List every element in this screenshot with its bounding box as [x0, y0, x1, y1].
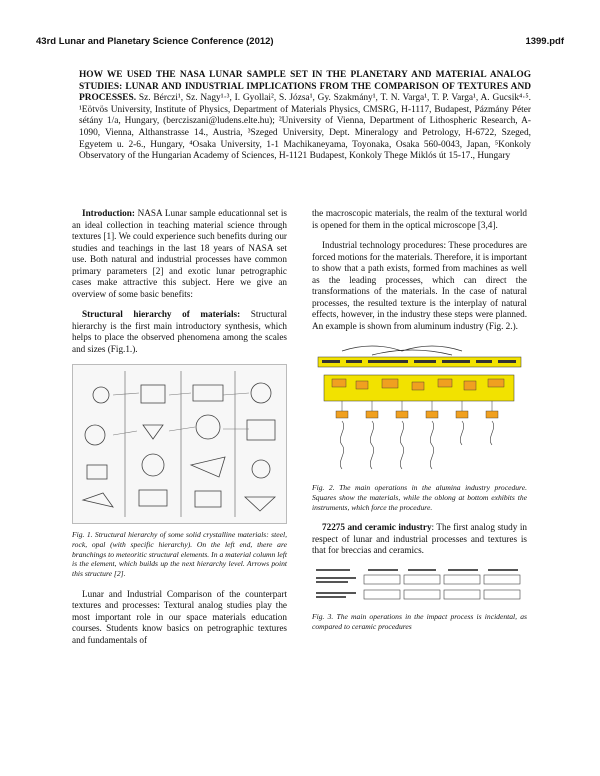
structural-text: Structural hierarchy is the first main introductory synthesis, which helps to place the observed phenomena among the scales and sizes (Fig.1.).	[72, 309, 287, 354]
intro-heading: Introduction:	[82, 208, 135, 218]
page-header	[36, 36, 564, 50]
hierarchy-sketch	[73, 365, 287, 523]
ceramic-comparison-table	[312, 566, 527, 606]
structural-paragraph	[72, 309, 287, 355]
figure-3-image	[312, 566, 527, 606]
ceramic-text: : The first analog study in respect of lunar and industrial processes and textures is that for breccias and ceramics.	[312, 522, 527, 556]
intro-paragraph	[72, 208, 287, 300]
right-column	[312, 208, 527, 641]
intro-text: NASA Lunar sample educationnal set is an ideal collection in teaching material science through textures [1]. We could experience such benefits during our studies and teachings in the last 18 years of NASA set use. Both natural and industrial processes have common primary parameters [2] and exotic lunar petrographic cases make attractive this subject. Here we give an overview of some basic benefits:	[72, 208, 287, 299]
figure-3-caption: Fig. 3. The main operations in the impact process is incidental, as compared to ceramic procedures	[312, 611, 527, 631]
paper-title: HOW WE USED THE NASA LUNAR SAMPLE SET IN THE PLANETARY AND MATERIAL ANALOG STUDIES: LUNAR AND INDUSTRIAL IMPLICATIONS FROM THE COMPARISON OF TEXTURES AND PROCESSES.	[79, 70, 531, 104]
figure-2-caption: Fig. 2. The main operations in the alumina industry procedure. Squares show the materials, while the oblong at bottom exhibits the instruments, which force the procedure.	[312, 483, 527, 512]
comparison-paragraph: Lunar and Industrial Comparison of the counterpart textures and processes: Textural analog studies play the most important role in our space materials education courses. Students know basics on petrographic textures and fundamentals of	[72, 588, 287, 645]
alumina-flow-diagram	[312, 341, 527, 477]
authors-affiliations: Sz. Bérczi¹, Sz. Nagy¹·³, I. Gyollai², S. Józsa¹, Gy. Szakmány¹, T. N. Varga¹, T. P. Varga¹, A. Gucsik⁴·⁵. ¹Eötvös University, Institute of Physics, Department of Materials Physics, CMSRG, H-1117, Budapest, Pázmány Péter sétány 1/a, Hungary, (bercziszani@ludens.elte.hu); ²University of Vienna, Department of Lithospheric Research, A-1090, Vienna, Althanstrasse 14., Austria, ³Szeged University, Dept. Mineralogy and Petrology, H-6722, Szeged, Egyetem u. 2-6., Hungary, ⁴Osaka University, 1-1 Machikaneyama, Toyonaka, Osaka 560-0043, Japan, ⁵Konkoly Observatory of the Hungarian Academy of Sciences, H-1121 Budapest, Konkoly Thege Miklós út 15-17., Hungary	[79, 93, 532, 162]
conference-name: 43rd Lunar and Planetary Science Conference (2012)	[36, 36, 274, 47]
industrial-paragraph: Industrial technology procedures: These procedures are forced motions for the materials. Therefore, it is important to show that a path exists, formed from machines as well as the leading processes, which can direct the transformations of the materials. In the case of natural processes, the resulted texture is the interplay of natural effects, however, in the industry these steps were planned. An example is shown from aluminum industry (Fig. 2.).	[312, 240, 527, 331]
figure-1-image	[72, 364, 287, 524]
structural-heading: Structural hierarchy of materials:	[82, 309, 241, 319]
ceramic-paragraph	[312, 522, 527, 557]
title-block	[79, 70, 531, 163]
figure-1-caption: Fig. 1. Structural hierarchy of some solid crystalline materials: steel, rock, opal (with specific hierarchy). On the left end, there are branchings to meteoritic structural elements. In a material column left is the element, which builds up the next hierarchy level. Arrows point this structure [2].	[72, 530, 287, 579]
ceramic-heading: 72275 and ceramic industry	[322, 522, 432, 533]
figure-2-image	[312, 341, 527, 477]
left-column	[72, 208, 287, 655]
continuation-paragraph: the macroscopic materials, the realm of the textural world is opened for them in the optical microscope [3,4].	[312, 208, 527, 230]
paper-id: 1399.pdf	[525, 36, 564, 47]
